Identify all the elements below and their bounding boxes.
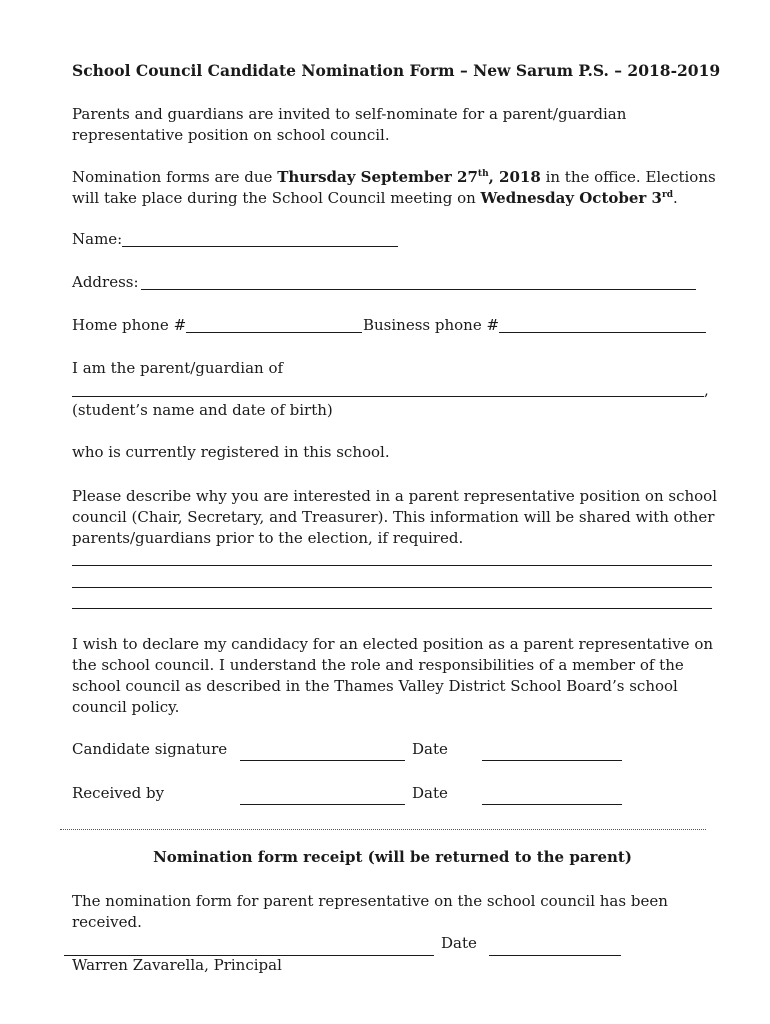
receipt-title: Nomination form receipt (will be returned to the parent) <box>153 848 632 866</box>
declaration-line-2: the school council. I understand the role and responsibilities of a member of the <box>72 656 684 674</box>
form-title: School Council Candidate Nomination Form – New Sarum P.S. – 2018-2019 <box>72 61 721 80</box>
describe-line-1: Please describe why you are interested in a parent representative position on school <box>72 487 717 505</box>
name-label: Name: <box>72 230 123 248</box>
describe-answer-line-3[interactable] <box>72 608 712 609</box>
due-line-1 <box>72 167 762 188</box>
business-phone-field[interactable] <box>499 332 706 333</box>
principal-name: Warren Zavarella, Principal <box>72 956 282 974</box>
candidate-signature-field[interactable] <box>240 760 405 761</box>
address-field[interactable] <box>141 289 696 290</box>
describe-answer-line-2[interactable] <box>72 587 712 588</box>
declaration-line-4: council policy. <box>72 698 180 716</box>
due-suffix: in the office. Elections <box>540 168 716 186</box>
receipt-paragraph <box>72 891 732 933</box>
received-date-field[interactable] <box>482 804 622 805</box>
describe-answer-line-1[interactable] <box>72 565 712 566</box>
candidate-date-label: Date <box>412 740 448 758</box>
received-date-label: Date <box>412 784 448 802</box>
student-comma: , <box>704 381 709 399</box>
receipt-date-label: Date <box>441 934 477 952</box>
student-hint: (student’s name and date of birth) <box>72 401 333 419</box>
cut-line-divider <box>60 829 706 830</box>
name-field[interactable] <box>122 246 398 247</box>
receipt-date-field[interactable] <box>489 955 621 956</box>
home-phone-label: Home phone # <box>72 316 187 334</box>
meeting-date: Wednesday October 3rd <box>480 189 674 207</box>
registered-text: who is currently registered in this school. <box>72 443 390 461</box>
meeting-prefix: will take place during the School Council meeting on <box>72 189 481 207</box>
intro-line-2: representative position on school council. <box>72 126 390 144</box>
due-line-2 <box>72 188 762 209</box>
declaration-paragraph <box>72 634 732 718</box>
received-by-label: Received by <box>72 784 165 802</box>
received-by-field[interactable] <box>240 804 405 805</box>
candidate-signature-label: Candidate signature <box>72 740 228 758</box>
candidate-date-field[interactable] <box>482 760 622 761</box>
receipt-line-1: The nomination form for parent representative on the school council has been <box>72 892 668 910</box>
due-paragraph <box>72 167 762 209</box>
describe-paragraph <box>72 486 732 549</box>
describe-line-2: council (Chair, Secretary, and Treasurer). This information will be shared with other <box>72 508 715 526</box>
describe-line-3: parents/guardians prior to the election, if required. <box>72 529 464 547</box>
home-phone-field[interactable] <box>186 332 362 333</box>
address-label: Address: <box>72 273 139 291</box>
intro-line-1: Parents and guardians are invited to self-nominate for a parent/guardian <box>72 105 627 123</box>
declaration-line-1: I wish to declare my candidacy for an elected position as a parent representative on <box>72 635 714 653</box>
due-date: Thursday September 27th, 2018 <box>277 168 541 186</box>
receipt-line-2: received. <box>72 913 142 931</box>
due-prefix: Nomination forms are due <box>72 168 278 186</box>
meeting-suffix: . <box>673 189 678 207</box>
declaration-line-3: school council as described in the Thames Valley District School Board’s school <box>72 677 678 695</box>
student-field[interactable] <box>72 396 704 397</box>
intro-paragraph <box>72 104 722 146</box>
parent-of-label: I am the parent/guardian of <box>72 359 284 377</box>
business-phone-label: Business phone # <box>363 316 500 334</box>
